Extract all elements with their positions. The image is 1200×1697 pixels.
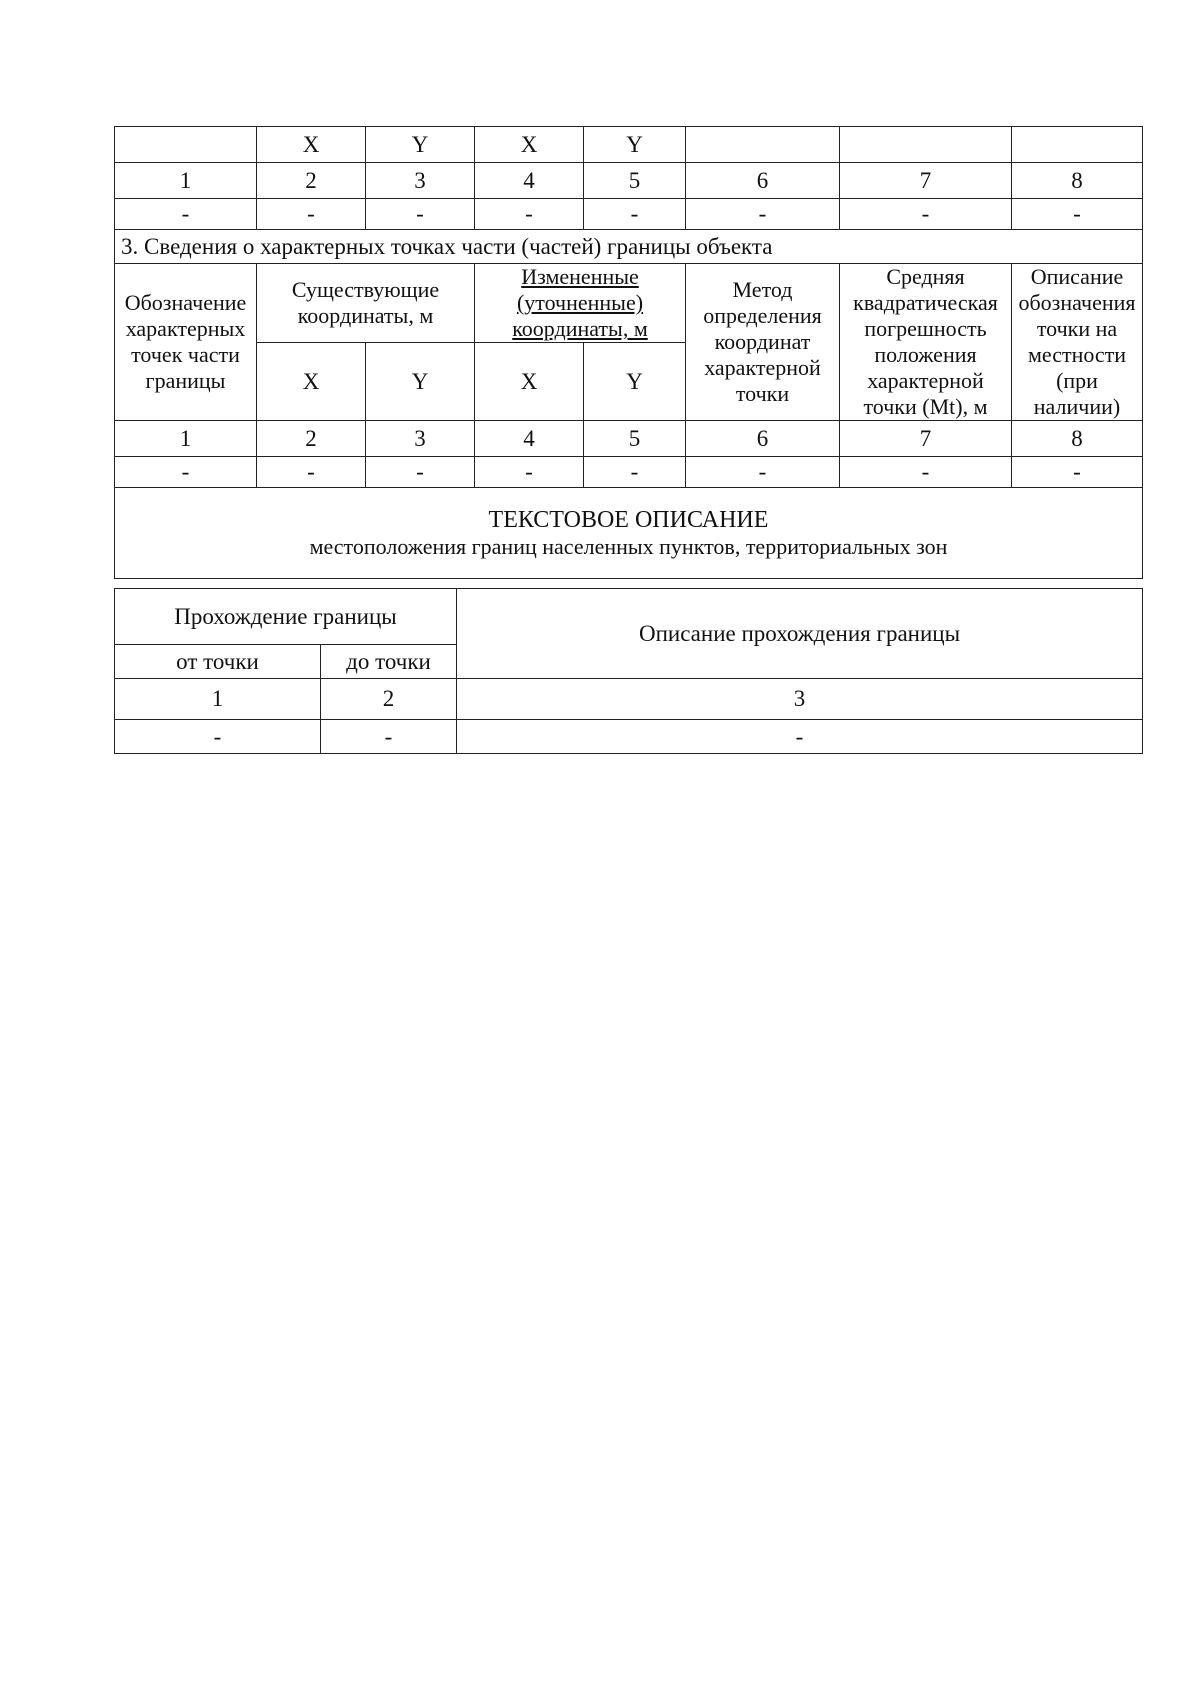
header-from-point: от точки xyxy=(115,645,321,679)
section-heading-row xyxy=(115,230,1143,264)
value-cell: - xyxy=(1012,457,1143,488)
axis-cell: Y xyxy=(584,127,686,163)
column-number: 4 xyxy=(475,163,584,199)
axis-cell xyxy=(840,127,1012,163)
boundary-passage-table xyxy=(114,588,1143,754)
column-number: 3 xyxy=(457,679,1143,720)
section3-value-row xyxy=(115,457,1143,488)
header-x: X xyxy=(475,343,584,421)
value-cell: - xyxy=(840,457,1012,488)
header-y: Y xyxy=(584,343,686,421)
passage-header-row xyxy=(115,589,1143,645)
header-passage: Прохождение границы xyxy=(115,589,457,645)
column-number: 2 xyxy=(321,679,457,720)
value-cell: - xyxy=(840,199,1012,230)
value-cell: - xyxy=(1012,199,1143,230)
column-number: 2 xyxy=(257,163,366,199)
column-number: 6 xyxy=(686,163,840,199)
section3-header-row xyxy=(115,264,1143,343)
header-description: Описание обозначения точки на местности (при наличии) xyxy=(1012,264,1143,421)
value-cell: - xyxy=(584,199,686,230)
column-number: 2 xyxy=(257,421,366,457)
axis-row xyxy=(115,127,1143,163)
column-number: 8 xyxy=(1012,421,1143,457)
axis-cell xyxy=(1012,127,1143,163)
column-number: 1 xyxy=(115,679,321,720)
section3-number-row xyxy=(115,421,1143,457)
value-cell: - xyxy=(115,720,321,754)
text-description-title: ТЕКСТОВОЕ ОПИСАНИЕ xyxy=(488,507,769,533)
value-cell: - xyxy=(257,199,366,230)
column-number: 8 xyxy=(1012,163,1143,199)
column-number: 5 xyxy=(584,163,686,199)
value-cell: - xyxy=(584,457,686,488)
passage-number-row xyxy=(115,679,1143,720)
axis-cell: X xyxy=(257,127,366,163)
column-number: 5 xyxy=(584,421,686,457)
value-cell: - xyxy=(366,199,475,230)
column-number-row xyxy=(115,163,1143,199)
value-cell: - xyxy=(321,720,457,754)
axis-cell xyxy=(686,127,840,163)
value-cell: - xyxy=(366,457,475,488)
value-cell: - xyxy=(475,199,584,230)
value-cell: - xyxy=(115,457,257,488)
header-changed-coordinates: Измененные (уточненные) координаты, м xyxy=(475,264,686,343)
text-description-title-row xyxy=(115,488,1143,579)
column-number: 3 xyxy=(366,421,475,457)
text-description-title-cell xyxy=(115,488,1143,579)
axis-cell: X xyxy=(475,127,584,163)
column-number: 7 xyxy=(840,163,1012,199)
column-number: 6 xyxy=(686,421,840,457)
column-number: 1 xyxy=(115,421,257,457)
coordinates-table xyxy=(114,126,1143,579)
header-method: Метод определения координат характерной точки xyxy=(686,264,840,421)
axis-cell xyxy=(115,127,257,163)
column-number: 1 xyxy=(115,163,257,199)
header-y: Y xyxy=(366,343,475,421)
section-title: 3. Сведения о характерных точках части (частей) границы объекта xyxy=(115,230,1143,264)
value-cell: - xyxy=(686,457,840,488)
header-x: X xyxy=(257,343,366,421)
text-description-subtitle: местоположения границ населенных пунктов, территориальных зон xyxy=(309,534,948,559)
header-existing-coordinates: Существующие координаты, м xyxy=(257,264,475,343)
header-designation: Обозначение характерных точек части границы xyxy=(115,264,257,421)
column-number: 4 xyxy=(475,421,584,457)
header-to-point: до точки xyxy=(321,645,457,679)
header-error: Средняя квадратическая погрешность положения характерной точки (Mt), м xyxy=(840,264,1012,421)
passage-value-row xyxy=(115,720,1143,754)
value-cell: - xyxy=(115,199,257,230)
value-cell: - xyxy=(475,457,584,488)
value-cell: - xyxy=(686,199,840,230)
value-cell: - xyxy=(257,457,366,488)
axis-cell: Y xyxy=(366,127,475,163)
header-passage-description: Описание прохождения границы xyxy=(457,589,1143,679)
value-cell: - xyxy=(457,720,1143,754)
value-row xyxy=(115,199,1143,230)
column-number: 3 xyxy=(366,163,475,199)
column-number: 7 xyxy=(840,421,1012,457)
